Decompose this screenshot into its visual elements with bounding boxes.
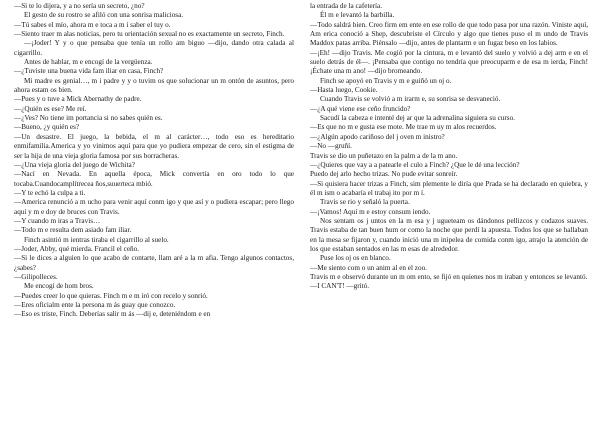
paragraph: Sacudí la cabeza e intenté dej ar que la adrenalina siguiera su curso. — [320, 114, 515, 123]
paragraph: Cuando Travis se volvió a m irarm e, su sonrisa se desvaneció. — [320, 95, 501, 104]
paragraph: —Todo saldrá bien. Creo firm em ente en ese rollo de que todo pasa por una razón. Viniste aquí, Am erica conoció a Shep, descubriste el Círculo y algo que tienes puso el m undo de Travis Maddox patas arriba. Piénsalo —dijo, antes de plantarm e un fugaz beso en los labios. — [310, 20, 588, 48]
paragraph: —Si le dices a alguien lo que acabo de contarte, llam aré a la m afia. Tengo algunos contactos, ¿sabes? — [14, 254, 294, 272]
paragraph: —¿Algún apodo cariñoso del j oven m inistro? — [310, 132, 445, 141]
paragraph: —Gilipolleces. — [14, 272, 58, 281]
paragraph: Antes de hablar, m e encogí de la vergüenza. — [24, 58, 153, 67]
paragraph: —¿Una vieja gloria del juego de Wichita? — [14, 160, 135, 169]
paragraph: —Nací en Nevada. En aquella época, Mick convertía en oro todo lo que tocaba.Cuandocamplítrecea ños,suuerteca mbió. — [14, 170, 294, 188]
paragraph: —No —gruñí. — [310, 142, 352, 151]
paragraph: —I CAN'T! —gritó. — [310, 282, 369, 291]
paragraph: la entrada de la cafetería. — [310, 2, 383, 10]
paragraph: —Puedes creer lo que quieras. Finch m e m iró con recelo y sonrió. — [14, 291, 208, 300]
paragraph: Él m e levantó la barbilla. — [320, 11, 395, 20]
paragraph: Mi madre es genial…, m i padre y y o tuvim os que solucionar un m ontón de asuntos, pero ahora estam os bien. — [14, 76, 294, 95]
paragraph: Finch se apoyó en Travis y m e guiñó un oj o. — [320, 76, 452, 85]
paragraph: —Y cuando m iras a Travis… — [14, 216, 101, 225]
paragraph: —Todo m e resulta dem asiado fam iliar. — [14, 226, 132, 235]
paragraph: —Hasta luego, Cookie. — [310, 86, 378, 95]
paragraph: —Eres oficialm ente la persona m ás guay que conozco. — [14, 301, 176, 309]
paragraph: —Si quisiera hacer trizas a Finch, sim plemente le diría que Prada se ha declarado en quiebra, y él m ism o acabaría el trabaj ito por m í. — [310, 179, 588, 197]
paragraph: —¡Vamos! Aquí m e estoy consum iendo. — [310, 207, 431, 216]
paragraph: —¿A qué viene ese ceño fruncido? — [310, 104, 411, 113]
paragraph: —¿Tuviste una buena vida fam iliar en casa, Finch? — [14, 67, 164, 76]
paragraph: —Eso es triste, Finch. Deberías salir m ás —dij e, deteniéndom e en — [14, 310, 211, 319]
paragraph: —¿Quieres que vay a a patearle el culo a Finch? ¿Que le dé una lección? — [310, 160, 520, 169]
paragraph: —Es que no m e gusta ese mote. Me trae m uy m alos recuerdos. — [310, 123, 497, 132]
paragraph: El gesto de su rostro se afiló con una sonrisa maliciosa. — [24, 11, 184, 20]
paragraph: —Joder, Abby, qué mierda. Francil el ceño. — [14, 244, 139, 253]
paragraph: —America renunció a m ucho para venir aquí conm igo y que así y o pudiera escapar; pero llego aquí y m e doy de bruces con Travis. — [14, 198, 294, 216]
paragraph: —Me siento com o un anim al en el zoo. — [310, 263, 427, 272]
paragraph: Me encogí de hom bros. — [24, 282, 94, 291]
paragraph: —Pues y o tuve a Mick Abernathy de padre. — [14, 95, 142, 104]
paragraph: —Siento traer m alas noticias, pero tu orientación sexual no es exactamente un secreto, Finch. — [14, 30, 285, 39]
paragraph: Travis se dio un puñetazo en la palm a de la m ano. — [310, 151, 458, 160]
paragraph: Puedo dej arlo hecho trizas. No pude evitar sonreír. — [310, 170, 458, 179]
paragraph: —Bueno, ¿y quién es? — [14, 123, 80, 132]
paragraph: Finch asintió m ientras tiraba el cigarrillo al suelo. — [24, 235, 169, 244]
right-page — [310, 2, 588, 428]
paragraph: Travis m e observó durante un m om ento, se fijó en quienes nos m iraban y entonces se levantó. — [310, 272, 588, 281]
paragraph: —¡Eh! —dijo Travis. Me cogió por la cintura, m e levantó del suelo y volvió a dej arm e en el suelo detrás de él—. ¡Pensaba que contigo no tendría que preocuparm e de esa m ierda, Finch! ¡Échate una m ano! —dijo bromeando. — [310, 48, 588, 76]
paragraph: —Tú sabes el mío, ahora m e toca a m í saber el tuy o. — [14, 20, 171, 29]
paragraph: —¿Ves? No tiene im portancia si no sabes quién es. — [14, 114, 163, 123]
paragraph: Nos sentam os j untos en la m esa y j ugueteam os dándonos pellizcos y codazos suaves. Travis estaba de tan buen hum or como la noche que perdí la apuesta. Todos los que se hallaban en la mesa se fijaron y, cuando inició una m inipelea de comida conm igo, atrajo la atención de los que estaban sentados en las m esas de alrededor. — [310, 216, 588, 253]
paragraph: Travis se rio y señaló la puerta. — [320, 198, 410, 207]
paragraph: —Un desastre. El juego, la bebida, el m al carácter…, todo eso es hereditario enmifamilia.America y yo vinimos aquí para que yo pudiera empezar de cero, sin el estigma de ser la hija de una vieja gloria famosa por sus borracheras. — [14, 132, 294, 160]
paragraph: —Y te echó la culpa a ti. — [14, 188, 86, 197]
paragraph: —¿Quién es ese? Me reí. — [14, 104, 87, 113]
left-page — [14, 2, 294, 428]
paragraph: —¡Joder! Y y o que pensaba que tenía un rollo am biguo —dijo, dando otra calada al cigarrillo. — [14, 39, 294, 57]
paragraph: —Si te lo dijera, y a no sería un secreto, ¿no? — [14, 2, 145, 10]
paragraph: Puse los oj os en blanco. — [320, 254, 391, 263]
